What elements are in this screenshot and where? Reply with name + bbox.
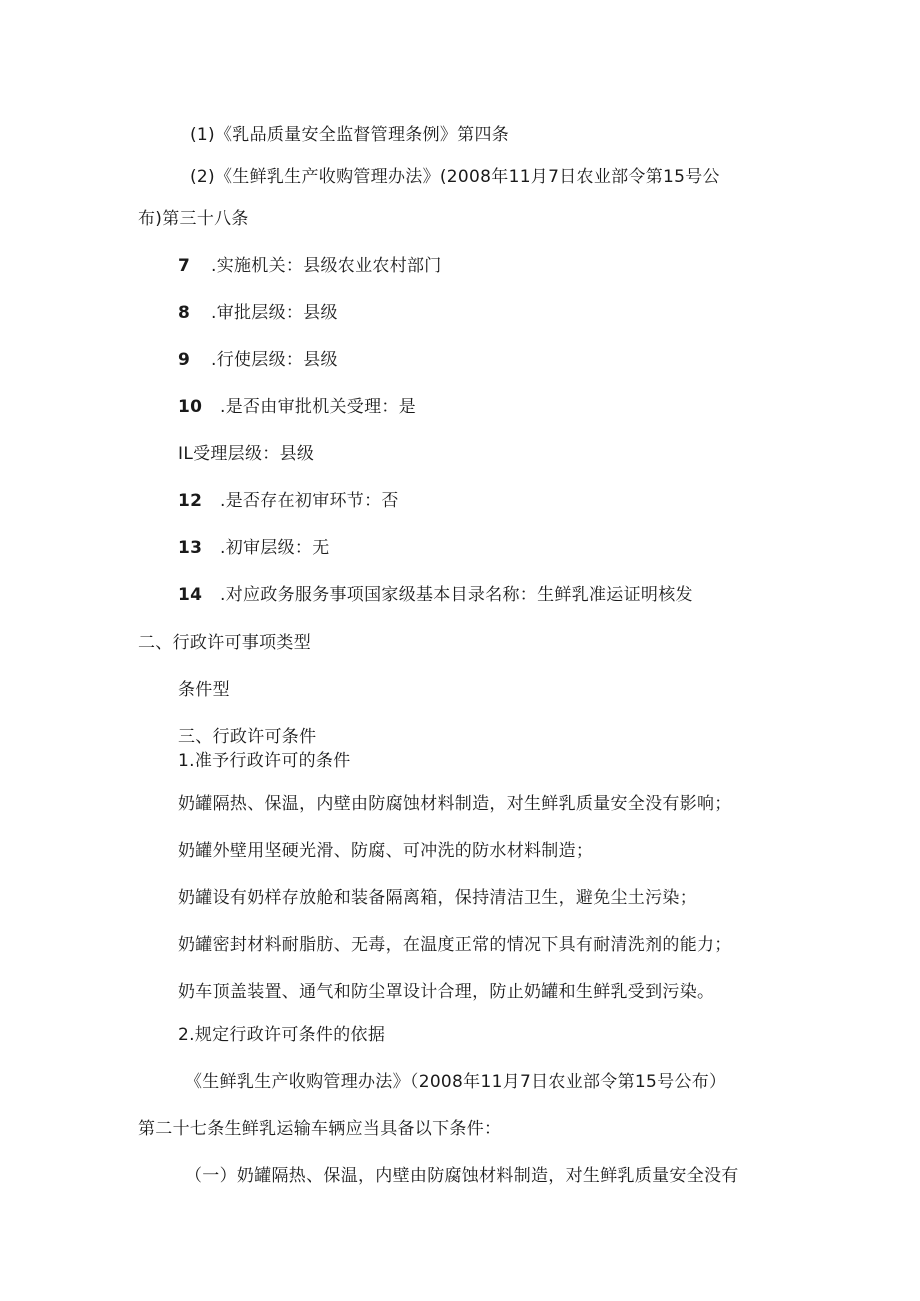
condition-2 [178, 840, 593, 862]
item-7-number: 7 [178, 256, 191, 276]
section-3-heading [178, 726, 316, 748]
reference-2-continuation [138, 208, 249, 230]
section-2-body-text: 条件型 [178, 680, 230, 700]
item-8 [178, 302, 338, 324]
section-2-heading-text: 二、行政许可事项类型 [138, 633, 311, 653]
item-12-text: .是否存在初审环节：否 [220, 491, 399, 511]
condition-3-text: 奶罐设有奶样存放舱和装备隔离箱，保持清洁卫生，避免尘土污染； [178, 888, 697, 908]
item-13-text: .初审层级：无 [220, 538, 330, 558]
reference-2-continuation-text: 布)第三十八条 [138, 209, 249, 229]
condition-4 [178, 934, 732, 956]
condition-5-text: 奶车顶盖装置、通气和防尘罩设计合理，防止奶罐和生鲜乳受到污染。 [178, 982, 715, 1002]
condition-3 [178, 887, 697, 909]
condition-4-text: 奶罐密封材料耐脂肪、无毒，在温度正常的情况下具有耐清洗剂的能力； [178, 935, 732, 955]
item-11-text: IL受理层级：县级 [178, 444, 315, 464]
basis-2-text: 第二十七条生鲜乳运输车辆应当具备以下条件： [138, 1119, 502, 1139]
reference-2-text: (2)《生鲜乳生产收购管理办法》(2008年11月7日农业部令第15号公 [190, 167, 720, 187]
basis-1-text: 《生鲜乳生产收购管理办法》（2008年11月7日农业部令第15号公布） [185, 1072, 727, 1092]
item-13-number: 13 [178, 538, 203, 558]
reference-2 [190, 166, 720, 188]
item-11 [178, 443, 314, 465]
item-9 [178, 349, 338, 371]
item-9-number: 9 [178, 350, 191, 370]
item-13 [178, 537, 330, 559]
basis-3-text: （一）奶罐隔热、保温，内壁由防腐蚀材料制造，对生鲜乳质量安全没有 [185, 1166, 739, 1186]
item-10 [178, 396, 416, 418]
item-12 [178, 490, 399, 512]
item-14-number: 14 [178, 585, 203, 605]
item-8-number: 8 [178, 303, 191, 323]
item-14 [178, 584, 693, 606]
item-12-number: 12 [178, 491, 203, 511]
basis-3 [185, 1165, 739, 1187]
subsection-1-heading [178, 750, 351, 772]
item-10-number: 10 [178, 397, 203, 417]
condition-2-text: 奶罐外壁用坚硬光滑、防腐、可冲洗的防水材料制造； [178, 841, 594, 861]
subsection-2-heading [178, 1024, 385, 1046]
subsection-1-heading-text: 1.准予行政许可的条件 [178, 751, 351, 771]
reference-1-text: (1)《乳品质量安全监督管理条例》第四条 [190, 125, 510, 145]
subsection-2-heading-text: 2.规定行政许可条件的依据 [178, 1025, 386, 1045]
item-9-text: .行使层级：县级 [211, 350, 338, 370]
basis-2 [138, 1118, 501, 1140]
item-14-text: .对应政务服务事项国家级基本目录名称：生鲜乳准运证明核发 [220, 585, 693, 605]
section-2-body [178, 679, 230, 701]
condition-5 [178, 981, 714, 1003]
section-3-heading-text: 三、行政许可条件 [178, 727, 317, 747]
item-10-text: .是否由审批机关受理：是 [220, 397, 417, 417]
item-7 [178, 255, 442, 277]
item-7-text: .实施机关：县级农业农村部门 [211, 256, 442, 276]
basis-1 [185, 1071, 726, 1093]
section-2-heading [138, 632, 311, 654]
item-8-text: .审批层级：县级 [211, 303, 338, 323]
reference-1 [190, 124, 509, 146]
condition-1 [178, 793, 732, 815]
condition-1-text: 奶罐隔热、保温，内壁由防腐蚀材料制造，对生鲜乳质量安全没有影响； [178, 794, 732, 814]
